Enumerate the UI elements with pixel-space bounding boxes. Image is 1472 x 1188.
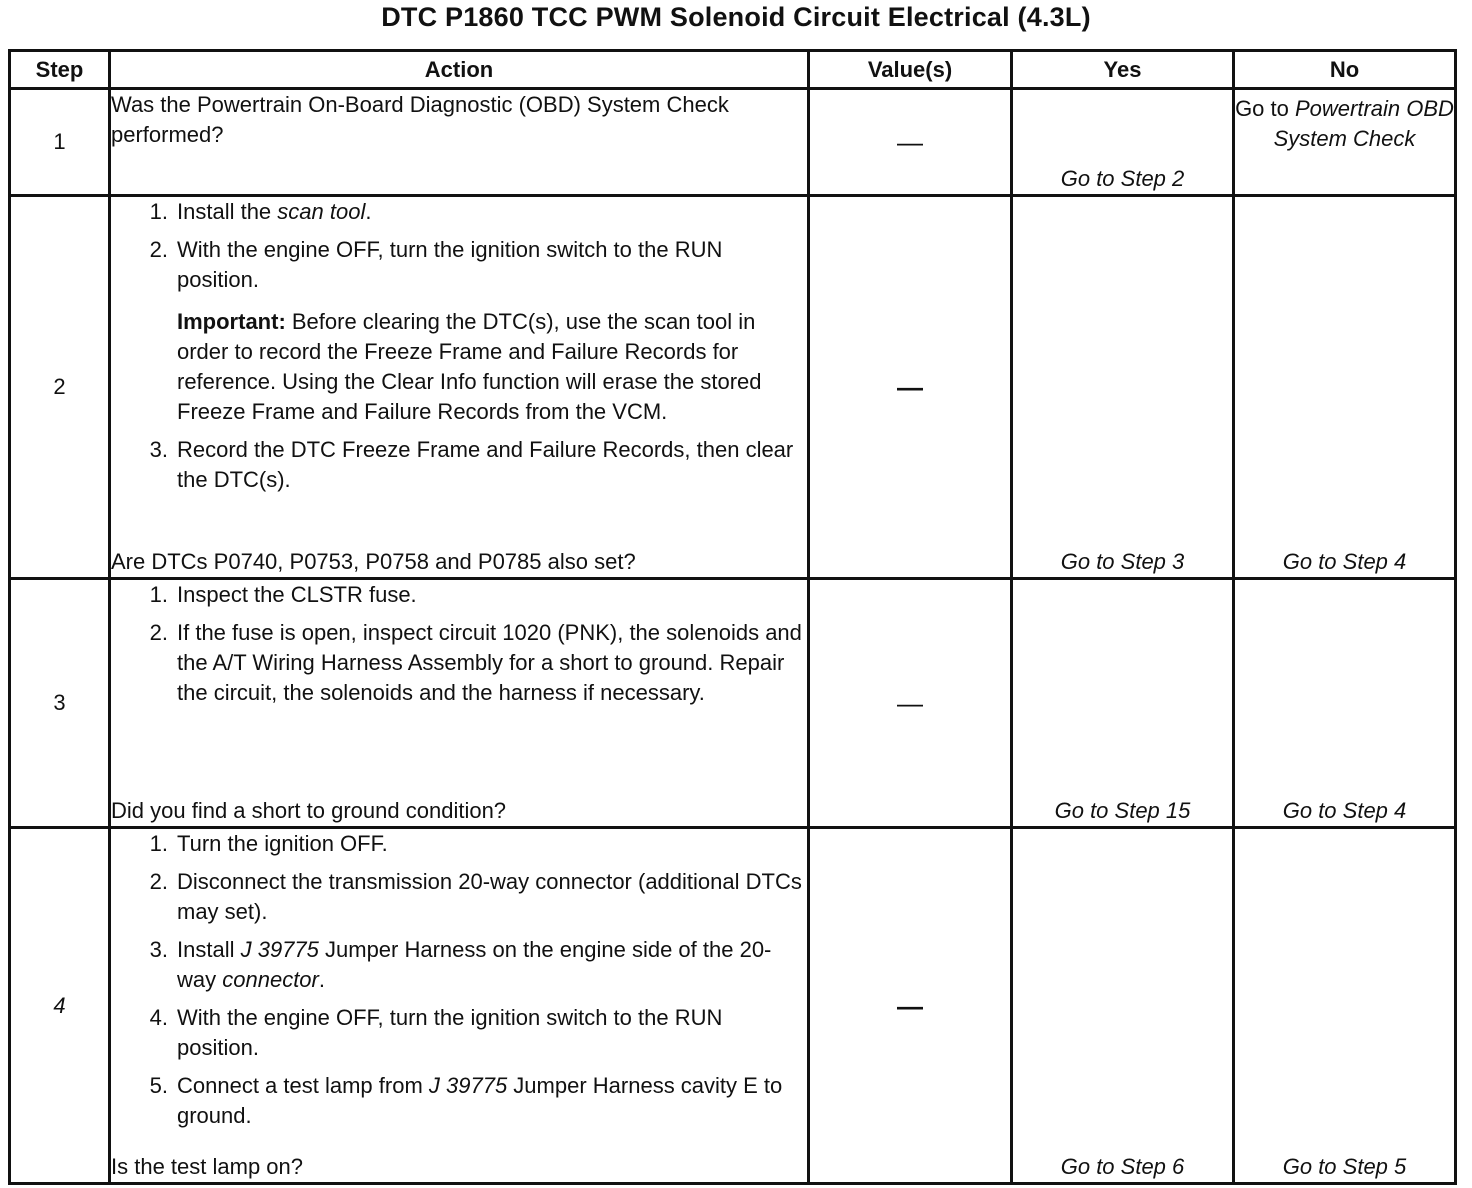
yes-link[interactable]: Go to Step 6 bbox=[1012, 828, 1234, 1184]
table-row bbox=[10, 579, 1456, 828]
header-row bbox=[10, 51, 1456, 89]
list-item bbox=[111, 580, 807, 610]
item-number: 4. bbox=[149, 1005, 168, 1030]
procedure-list bbox=[111, 829, 807, 1139]
item-text: Inspect the CLSTR fuse. bbox=[177, 582, 417, 607]
action-cell bbox=[110, 196, 809, 579]
header-action: Action bbox=[110, 51, 809, 89]
action-cell bbox=[110, 579, 809, 828]
table-row bbox=[10, 828, 1456, 1184]
no-link[interactable] bbox=[1234, 89, 1456, 196]
item-text: Record the DTC Freeze Frame and Failure Records, then clear the DTC(s). bbox=[177, 437, 794, 492]
no-link-target: Powertrain OBD System Check bbox=[1273, 96, 1454, 151]
important-text: Before clearing the DTC(s), use the scan tool in order to record the Freeze Frame and Failure Records for reference. Using the Clear Info function will erase the stored Freeze Frame and Failure Records from the VCM. bbox=[177, 309, 762, 424]
step-number: 4 bbox=[10, 828, 110, 1184]
item-number: 2. bbox=[149, 869, 168, 894]
step-number: 3 bbox=[10, 579, 110, 828]
yes-link[interactable]: Go to Step 15 bbox=[1012, 579, 1234, 828]
item-text: Disconnect the transmission 20-way connector (additional DTCs may set). bbox=[177, 869, 802, 924]
list-item bbox=[111, 197, 807, 227]
step-number: 2 bbox=[10, 196, 110, 579]
list-item bbox=[111, 1003, 807, 1063]
diagnostic-table bbox=[8, 49, 1457, 1185]
header-step: Step bbox=[10, 51, 110, 89]
item-number: 5. bbox=[149, 1073, 168, 1098]
item-number: 1. bbox=[149, 582, 168, 607]
action-cell bbox=[110, 828, 809, 1184]
list-item bbox=[111, 235, 807, 295]
item-text: With the engine OFF, turn the ignition switch to the RUN position. bbox=[177, 237, 723, 292]
value-cell: — bbox=[809, 196, 1012, 579]
header-no: No bbox=[1234, 51, 1456, 89]
question-text: Was the Powertrain On-Board Diagnostic (OBD) System Check performed? bbox=[111, 92, 729, 147]
procedure-list bbox=[111, 435, 807, 503]
important-label: Important: bbox=[177, 309, 286, 334]
list-item bbox=[111, 935, 807, 995]
list-item bbox=[111, 435, 807, 495]
item-number: 2. bbox=[149, 620, 168, 645]
item-number: 1. bbox=[149, 199, 168, 224]
item-text: If the fuse is open, inspect circuit 1020 (PNK), the solenoids and the A/T Wiring Harness Assembly for a short to ground. Repair the circuit, the solenoids and the harness if necessary. bbox=[177, 620, 802, 705]
question-text: Is the test lamp on? bbox=[111, 1154, 303, 1179]
item-text: Turn the ignition OFF. bbox=[177, 831, 388, 856]
no-link[interactable]: Go to Step 4 bbox=[1234, 579, 1456, 828]
step-number: 1 bbox=[10, 89, 110, 196]
no-link-prefix: Go to bbox=[1235, 96, 1295, 121]
no-link[interactable]: Go to Step 4 bbox=[1234, 196, 1456, 579]
item-text: Install the scan tool. bbox=[177, 199, 372, 224]
header-values: Value(s) bbox=[809, 51, 1012, 89]
yes-link[interactable]: Go to Step 3 bbox=[1012, 196, 1234, 579]
question-text: Did you find a short to ground condition? bbox=[111, 798, 507, 823]
no-link[interactable]: Go to Step 5 bbox=[1234, 828, 1456, 1184]
item-text: With the engine OFF, turn the ignition switch to the RUN position. bbox=[177, 1005, 723, 1060]
value-cell: — bbox=[809, 828, 1012, 1184]
list-item bbox=[111, 618, 807, 708]
list-item bbox=[111, 829, 807, 859]
table-row bbox=[10, 196, 1456, 579]
header-yes: Yes bbox=[1012, 51, 1234, 89]
value-cell: — bbox=[809, 579, 1012, 828]
table-row bbox=[10, 89, 1456, 196]
procedure-list bbox=[111, 197, 807, 303]
action-cell bbox=[110, 89, 809, 196]
list-item bbox=[111, 867, 807, 927]
value-cell: — bbox=[809, 89, 1012, 196]
list-item bbox=[111, 1071, 807, 1131]
item-number: 3. bbox=[149, 937, 168, 962]
yes-link[interactable]: Go to Step 2 bbox=[1012, 89, 1234, 196]
item-number: 3. bbox=[149, 437, 168, 462]
question-text: Are DTCs P0740, P0753, P0758 and P0785 also set? bbox=[111, 549, 636, 574]
procedure-list bbox=[111, 580, 807, 716]
item-text: Connect a test lamp from J 39775 Jumper Harness cavity E to ground. bbox=[177, 1073, 783, 1128]
item-text: Install J 39775 Jumper Harness on the engine side of the 20-way connector. bbox=[177, 937, 772, 992]
page-title: DTC P1860 TCC PWM Solenoid Circuit Electrical (4.3L) bbox=[381, 2, 1091, 32]
important-note bbox=[177, 307, 807, 427]
item-number: 2. bbox=[149, 237, 168, 262]
item-number: 1. bbox=[149, 831, 168, 856]
